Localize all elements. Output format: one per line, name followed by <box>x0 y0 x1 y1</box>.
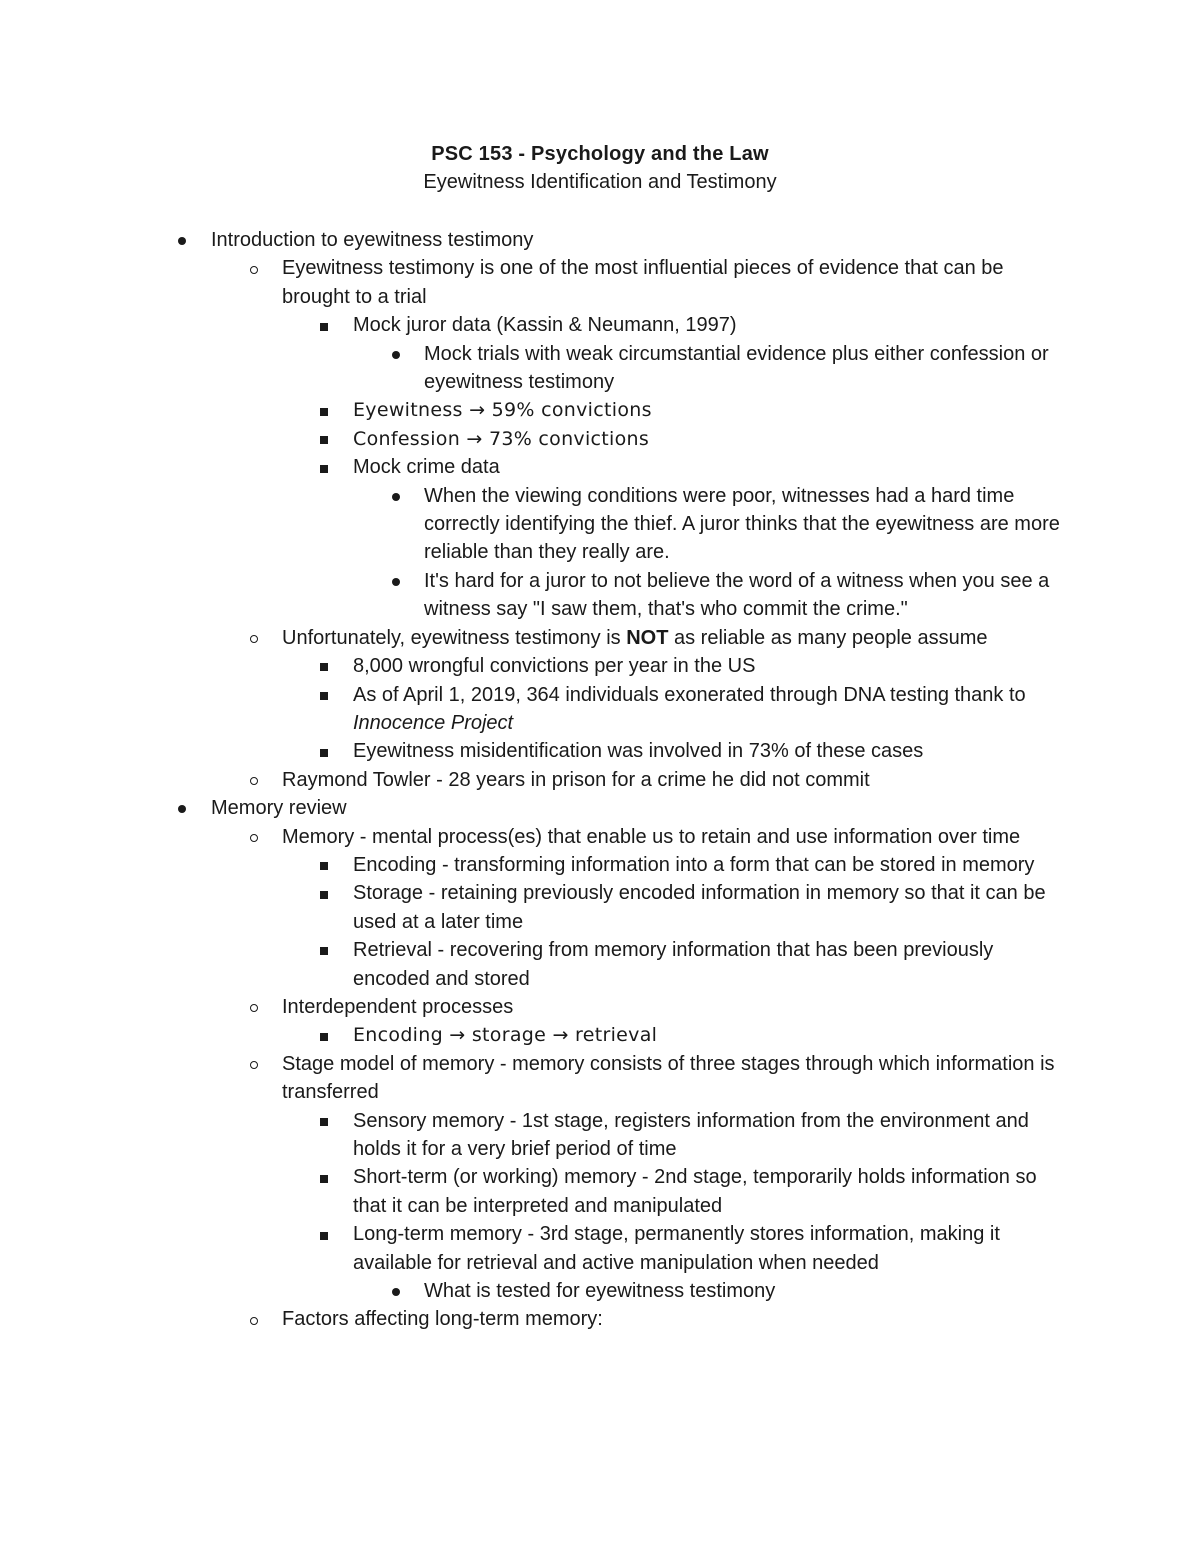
list-item: Unfortunately, eyewitness testimony is NOT as reliable as many people assume <box>0 624 1062 652</box>
list-item: Memory - mental process(es) that enable us to retain and use information over time <box>0 823 1062 851</box>
hollow-circle-bullet-icon <box>244 1050 264 1078</box>
hollow-circle-bullet-icon <box>244 766 264 794</box>
list-item: Memory review <box>0 794 1061 822</box>
list-item: It's hard for a juror to not believe the word of a witness when you see a witness say "I saw them, that's who commit the crime." <box>0 567 1064 624</box>
list-item: Eyewitness testimony is one of the most influential pieces of evidence that can be brought to a trial <box>0 254 1062 311</box>
hollow-circle-bullet-icon <box>244 823 264 851</box>
list-item: 8,000 wrongful convictions per year in the US <box>0 652 1063 680</box>
list-item: As of April 1, 2019, 364 individuals exonerated through DNA testing thank to Innocence Project <box>0 681 1063 738</box>
list-item: Storage - retaining previously encoded information in memory so that it can be used at a later time <box>0 879 1063 936</box>
square-bullet-icon <box>314 851 334 879</box>
filled-circle-bullet-icon <box>386 567 406 595</box>
list-item: Raymond Towler - 28 years in prison for a crime he did not commit <box>0 766 1062 794</box>
list-item: Encoding - transforming information into a form that can be stored in memory <box>0 851 1063 879</box>
filled-circle-bullet-icon <box>386 340 406 368</box>
list-item: Mock trials with weak circumstantial evidence plus either confession or eyewitness testimony <box>0 340 1064 397</box>
filled-circle-bullet-icon <box>386 1277 406 1305</box>
list-item: Introduction to eyewitness testimony <box>0 226 1061 254</box>
list-item: Confession → 73% convictions <box>0 425 1063 453</box>
square-bullet-icon <box>314 681 334 709</box>
list-item: Short-term (or working) memory - 2nd stage, temporarily holds information so that it can be interpreted and manipulated <box>0 1163 1063 1220</box>
square-bullet-icon <box>314 1220 334 1248</box>
square-bullet-icon <box>314 652 334 680</box>
square-bullet-icon <box>314 1163 334 1191</box>
list-item: Mock crime data <box>0 453 1063 481</box>
list-item: Long-term memory - 3rd stage, permanently stores information, making it available for retrieval and active manipulation when needed <box>0 1220 1063 1277</box>
list-item: Factors affecting long-term memory: <box>0 1305 1062 1333</box>
square-bullet-icon <box>314 879 334 907</box>
list-item: Retrieval - recovering from memory information that has been previously encoded and stored <box>0 936 1063 993</box>
hollow-circle-bullet-icon <box>244 993 264 1021</box>
square-bullet-icon <box>314 311 334 339</box>
list-item: What is tested for eyewitness testimony <box>0 1277 1064 1305</box>
square-bullet-icon <box>314 396 334 424</box>
list-item: When the viewing conditions were poor, witnesses had a hard time correctly identifying the thief. A juror thinks that the eyewitness are more reliable than they really are. <box>0 482 1064 567</box>
outline <box>0 226 1200 1334</box>
list-item: Eyewitness misidentification was involved in 73% of these cases <box>0 737 1063 765</box>
list-item: Sensory memory - 1st stage, registers information from the environment and holds it for a very brief period of time <box>0 1107 1063 1164</box>
square-bullet-icon <box>314 453 334 481</box>
square-bullet-icon <box>314 936 334 964</box>
list-item: Encoding → storage → retrieval <box>0 1021 1063 1049</box>
list-item: Mock juror data (Kassin & Neumann, 1997) <box>0 311 1063 339</box>
filled-circle-bullet-icon <box>386 482 406 510</box>
hollow-circle-bullet-icon <box>244 624 264 652</box>
hollow-circle-bullet-icon <box>244 254 264 282</box>
list-item: Interdependent processes <box>0 993 1062 1021</box>
filled-circle-bullet-icon <box>172 794 192 822</box>
square-bullet-icon <box>314 737 334 765</box>
document-subtitle: Eyewitness Identification and Testimony <box>423 171 777 193</box>
square-bullet-icon <box>314 425 334 453</box>
list-item: Eyewitness → 59% convictions <box>0 396 1063 424</box>
document-title: PSC 153 - Psychology and the Law <box>431 143 769 165</box>
hollow-circle-bullet-icon <box>244 1305 264 1333</box>
square-bullet-icon <box>314 1107 334 1135</box>
square-bullet-icon <box>314 1021 334 1049</box>
filled-circle-bullet-icon <box>172 226 192 254</box>
list-item: Stage model of memory - memory consists of three stages through which information is transferred <box>0 1050 1062 1107</box>
